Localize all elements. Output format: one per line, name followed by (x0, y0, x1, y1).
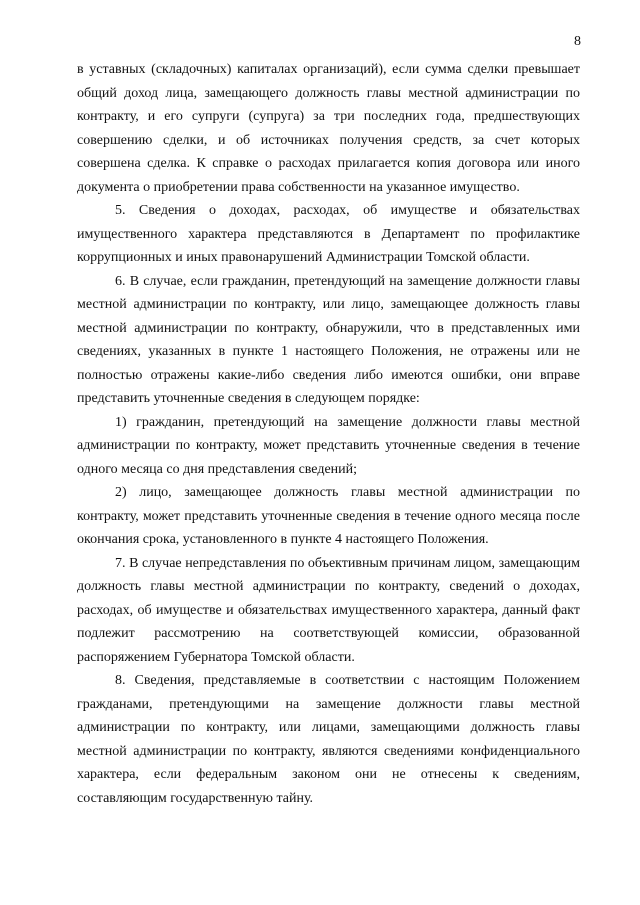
document-body (77, 58, 580, 810)
paragraph-continuation: в уставных (складочных) капиталах организаций), если сумма сделки превышает общий доход лица, замещающего должность главы местной администрации по контракту, и его супруги (супруга) за три последних года, предшествующих совершению сделки, и об источниках получения средств, за счет которых совершена сделка. К справке о расходах прилагается копия договора или иного документа о приобретении права собственности на указанное имущество. (77, 62, 580, 195)
paragraph-item-7: 7. В случае непредставления по объективным причинам лицом, замещающим должность главы местной администрации по контракту, сведений о доходах, расходах, об имуществе и обязательствах имущественного характера, данный факт подлежит рассмотрению на соответствующей комиссии, образованной распоряжением Губернатора Томской области. (77, 555, 580, 665)
page-number: 8 (574, 34, 581, 49)
paragraph-item-6: 6. В случае, если гражданин, претендующий на замещение должности главы местной администрации по контракту, или лицо, замещающее должность главы местной администрации по контракту, обнаружили, что в представленных ими сведениях, указанных в пункте 1 настоящего Положения, не отражены или не полностью отражены какие-либо сведения либо имеются ошибки, они вправе представить уточненные сведения в следующем порядке: (77, 273, 580, 406)
paragraph-item-6-sub-1: 1) гражданин, претендующий на замещение должности главы местной администрации по контракту, может представить уточненные сведения в течение одного месяца со дня представления сведений; (77, 414, 580, 477)
paragraph-item-5: 5. Сведения о доходах, расходах, об имуществе и обязательствах имущественного характера представляются в Департамент по профилактике коррупционных и иных правонарушений Администрации Томской области. (77, 203, 580, 265)
paragraph-item-6-sub-2: 2) лицо, замещающее должность главы местной администрации по контракту, может представить уточненные сведения в течение одного месяца после окончания срока, установленного в пункте 4 настоящего Положения. (77, 485, 580, 547)
paragraph-item-8: 8. Сведения, представляемые в соответствии с настоящим Положением гражданами, претендующими на замещение должности главы местной администрации по контракту, или лицами, замещающими должность главы местной администрации по контракту, являются сведениями конфиденциального характера, если федеральным законом они не отнесены к сведениям, составляющим государственную тайну. (77, 673, 580, 806)
